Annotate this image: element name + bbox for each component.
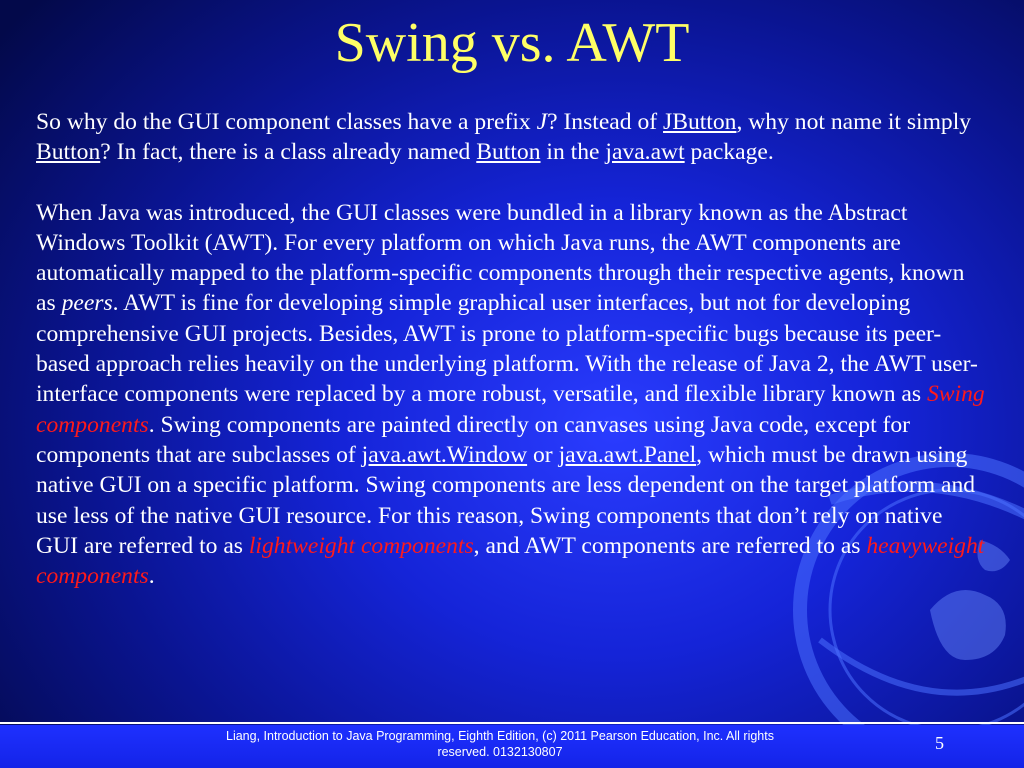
text-run: .	[148, 563, 155, 590]
paragraph-prefix-question	[36, 107, 986, 168]
paragraph-awt-history	[36, 198, 986, 592]
prefix-j: J	[536, 109, 548, 135]
text-run: in the	[540, 139, 606, 166]
footer-copyright: Liang, Introduction to Java Programming, Eighth Edition, (c) 2011 Pearson Education, Inc. All rights reserved. 0132130807	[226, 729, 774, 759]
text-run: When Java was introduced, the GUI classes were bundled in a library known as the Abstract Windows Toolkit (AWT). For every platform on which Java runs, the AWT components are automatically mapped to the platform-specific components through their respective agents, known as	[36, 199, 965, 317]
text-run: , why not name it simply	[736, 109, 972, 135]
page-number: 5	[935, 733, 944, 753]
text-run: or	[527, 441, 559, 468]
java-awt-link[interactable]: java.awt	[605, 139, 685, 166]
heavyweight-components-term: heavyweight components	[36, 532, 985, 590]
jbutton-link[interactable]: JButton	[663, 109, 737, 135]
java-awt-window-link[interactable]: java.awt.Window	[361, 441, 528, 468]
lightweight-components-term: lightweight components	[248, 532, 474, 559]
text-run: , and AWT components are referred to as	[473, 532, 867, 559]
text-run: So why do the GUI component classes have a prefix	[36, 109, 537, 135]
button-link[interactable]: Button	[476, 139, 541, 166]
peers-term: peers	[61, 290, 113, 317]
footer-bar	[0, 725, 1024, 768]
button-link[interactable]: Button	[36, 139, 101, 166]
footer-divider	[0, 722, 1024, 724]
text-run: package.	[684, 139, 774, 166]
text-run: ? In fact, there is a class already named	[100, 139, 477, 166]
slide-title: Swing vs. AWT	[334, 12, 690, 74]
text-run: , which must be drawn using native GUI on a specific platform. Swing components are less dependent on the target platform and use less of the native GUI resource. For this reason, Swing components that don’t rely on native GUI are referred to as	[36, 441, 976, 559]
text-run: . AWT is fine for developing simple graphical user interfaces, but not for developing comprehensive GUI projects. Besides, AWT is prone to platform-specific bugs because its peer-based approach relies heavily on the underlying platform. With the release of Java 2, the AWT user-interface components were replaced by a more robust, versatile, and flexible library known as	[36, 290, 978, 408]
slide-body	[36, 107, 986, 591]
swing-components-term: Swing components	[36, 381, 985, 438]
text-run: ? Instead of	[547, 109, 664, 135]
java-awt-panel-link[interactable]: java.awt.Panel	[558, 441, 697, 468]
text-run: . Swing components are painted directly on canvases using Java code, except for components that are subclasses of	[36, 411, 911, 468]
